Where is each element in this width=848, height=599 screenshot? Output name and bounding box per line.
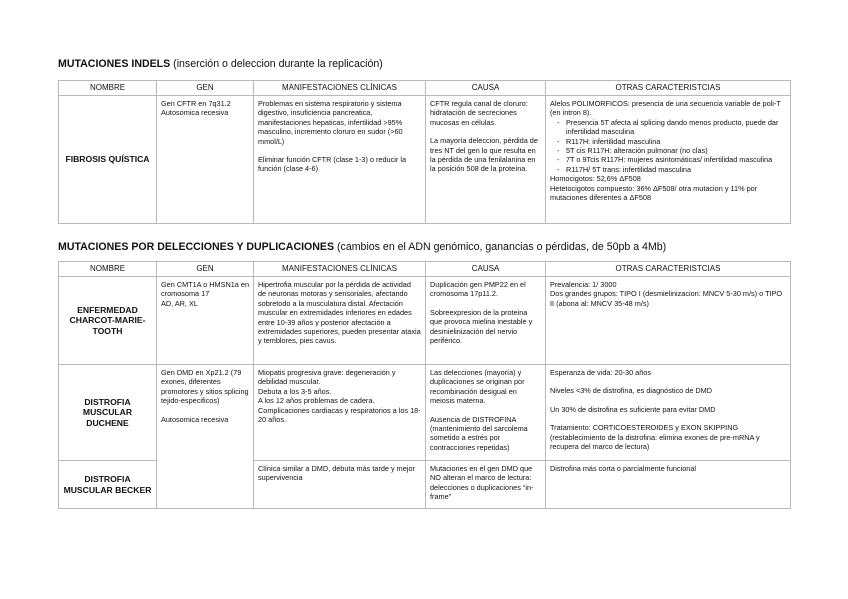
header-clinicas: MANIFESTACIONES CLÍNICAS [254,81,426,96]
causa-cell: Las delecciones (mayoría) y duplicaciones se originan por recombinación desigual en meiosis materna. Ausencia de DISTROFINA (mantenimiento del sarcolema sometido a estrés por contracciones repetidas) [426,365,546,461]
section-title-indels: MUTACIONES INDELS (inserción o deleccion durante la replicación) [58,58,383,70]
causa-cell: CFTR regula canal de cloruro: hidratación de secreciones mucosas en células. La mayoría deleccion, pérdida de tres NT del gen lo que resulta en la pérdida de una fenilalanina en la posición 508 de la proteína. [426,96,546,224]
list-item: - R117H: infertilidad masculina [566,137,786,146]
list-item: - Presencia 5T afecta al splicing dando menos producto, puede dar infertilidad masculina [566,118,786,137]
alleles-list [550,118,786,174]
disease-name: DISTROFIA MUSCULAR BECKER [59,461,157,509]
clinicas-cell: Hipertrofia muscular por la pérdida de actividad de neuronas motoras y sensoriales, afectando sobretodo a la musculatura distal. Afectación muscular en extremidades inferiores en edades entre 10-39 años y posterior afectación a extremidades superiores, pueden presentar ataxia y temblores, pies cavus. [254,277,426,365]
otras-cell: Distrofina más corta o parcialmente funcional [546,461,791,509]
gen-cell: Gen CMT1A o HMSN1a en cromosoma 17 AD, AR, XL [157,277,254,365]
clinicas-cell: Clínica similar a DMD, debuta más tarde y mejor supervivencia [254,461,426,509]
header-gen: GEN [157,81,254,96]
clinicas-cell: Problemas en sistema respiratorio y sistema digestivo, insuficiencia pancreatica, manifestaciones hepaticas, infertilidad >95% masculino, incremento cloruro en sudor (>60 mmol/L) Eliminar función CFTR (clase 1-3) o reducir la función (clase 4-6) [254,96,426,224]
header-causa: CAUSA [426,81,546,96]
disease-name: FIBROSIS QUÍSTICA [59,96,157,224]
causa-cell: Mutaciones en el gen DMD que NO alteran el marco de lectura: delecciones o duplicaciones “in-frame” [426,461,546,509]
disease-name: ENFERMEDAD CHARCOT-MARIE-TOOTH [59,277,157,365]
otras-cell: Alelos POLIMORFICOS: presencia de una secuencia variable de poli-T (en intron 8). - Presencia 5T afecta al splicing dando menos producto, puede dar infertilidad masculina - R117H: infertilidad masculina - 5T cis R117H: alteración pulmonar (no clas) - 7T o 9Tcis R117H: mujeres asintomáticas/ infertilidad masculina - R117H/ 5T trans: infertilidad masculina Homocigotos: 52,6% ΔF508 Hetetocigotos compuesto: 36% ΔF508/ otra mutacion y 11% por mutaciones diferentes a ΔF508 [546,96,791,224]
table-indels [58,80,791,224]
disease-name: DISTROFIA MUSCULAR DUCHENE [59,365,157,461]
table-delecciones [58,261,791,509]
clinicas-cell: Miopatis progresiva grave: degeneración y debilidad muscular. Debuta a los 3-5 años. A los 12 años problemas de cadera. Complicaciones cardiacas y respiratorios a los 18-20 años. [254,365,426,461]
header-nombre: NOMBRE [59,262,157,277]
gen-cell: Gen DMD en Xp21.2 (79 exones, diferentes promotores y sitios splicing tejido-especificos) Autosomica recesiva [157,365,254,509]
table-header-row [59,262,791,277]
header-causa: CAUSA [426,262,546,277]
header-otras: OTRAS CARACTERISTCIAS [546,81,791,96]
otras-cell: Prevalencia: 1/ 3000 Dos grandes grupos: TIPO I (desmielinizacion: MNCV 5-30 m/s) o TIPO II (abona al: MNCV 35-48 m/s) [546,277,791,365]
list-item: - R117H/ 5T trans: infertilidad masculina [566,165,786,174]
table-row-fibrosis [59,96,791,224]
table-row-cmt [59,277,791,365]
header-gen: GEN [157,262,254,277]
header-clinicas: MANIFESTACIONES CLÍNICAS [254,262,426,277]
table-header-row [59,81,791,96]
gen-cell: Gen CFTR en 7q31.2 Autosomica recesiva [157,96,254,224]
list-item: - 5T cis R117H: alteración pulmonar (no clas) [566,146,786,155]
section-title-delecciones: MUTACIONES POR DELECCIONES Y DUPLICACIONES (cambios en el ADN genómico, ganancias o pérdidas, de 50pb a 4Mb) [58,241,667,253]
table-row-duchene [59,365,791,461]
header-otras: OTRAS CARACTERISTCIAS [546,262,791,277]
otras-cell: Esperanza de vida: 20-30 años Niveles <3% de distrofina, es diagnóstico de DMD Un 30% de distrofina es suficiente para evitar DMD Tratamiento: CORTICOESTEROIDES y EXON SKIPPING (restablecimiento de la distrofina: elimina exones de pre-mRNA y recupera del marco de lectura) [546,365,791,461]
causa-cell: Duplicación gen PMP22 en el cromosoma 17p11.2. Sobreexpresion de la proteina que provoca mielina inestable y desmielinización del nervio periférico. [426,277,546,365]
header-nombre: NOMBRE [59,81,157,96]
list-item: - 7T o 9Tcis R117H: mujeres asintomáticas/ infertilidad masculina [566,155,786,164]
